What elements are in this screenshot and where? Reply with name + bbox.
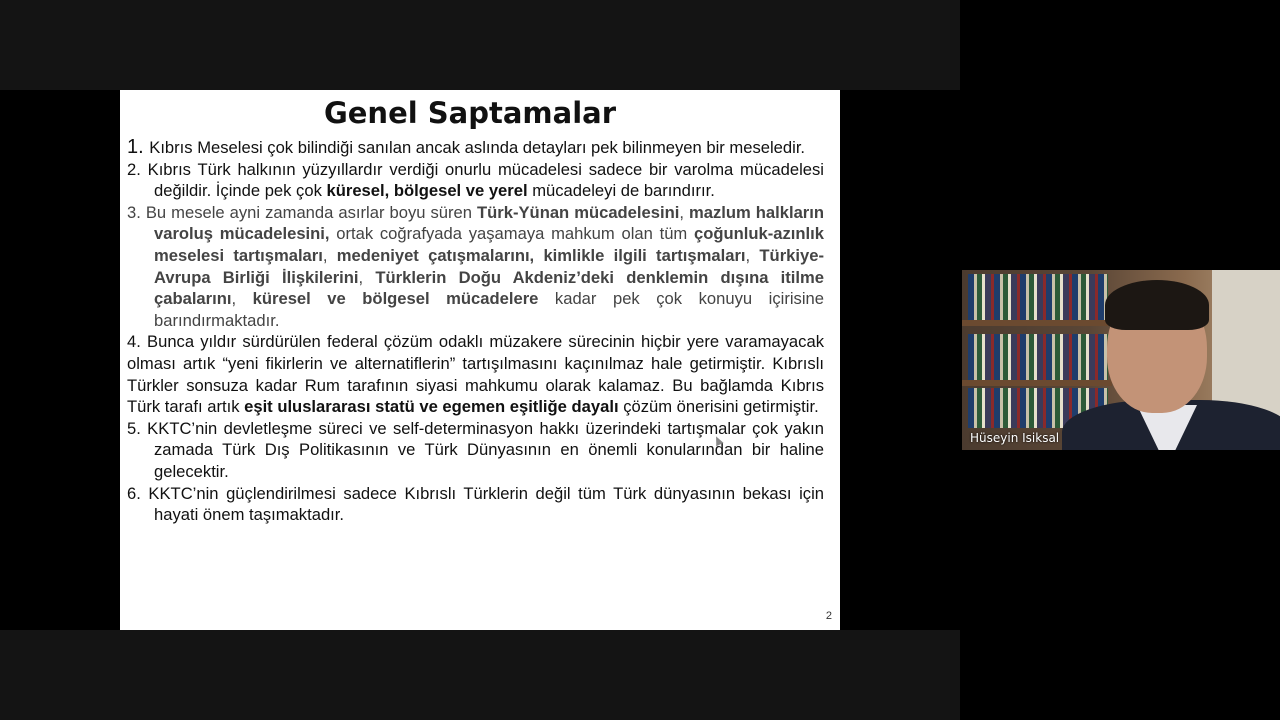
bullet-bold-text: küresel, bölgesel ve yerel [326, 181, 528, 201]
participant-video-tile[interactable] [962, 270, 1280, 450]
presentation-slide [120, 90, 840, 630]
slide-bullet-item [127, 483, 824, 526]
bullet-text: mücadeleyi de barındırır. [527, 181, 715, 201]
bullet-text: 6. KKTC’nin güçlendirilmesi sadece Kıbrıslı Türklerin değil tüm Türk dünyasının bekası için hayati önem taşımaktadır. [127, 483, 824, 525]
bullet-bold-text: Türklerin Doğu Akdeniz’deki denklemin dışına itilme çabalarını [154, 267, 824, 309]
bullet-text: çözüm önerisini getirmiştir. [618, 397, 819, 417]
bookshelf-books [968, 334, 1108, 380]
letterbox-bottom [0, 630, 960, 720]
bullet-bold-text: Türk-Yünan mücadelesini [477, 202, 680, 222]
bullet-text: 5. KKTC’nin devletleşme süreci ve self-determinasyon hakkı üzerindeki tartışmalar çok yakın zamada Türk Dış Politikasının ve Türk Dünyasının en önemli konularından bir haline gelecektir. [127, 418, 824, 481]
bullet-text: , [358, 267, 376, 287]
bullet-text: , [322, 245, 337, 265]
slide-bullet-item [127, 137, 824, 159]
bullet-bold-text: mazlum halkların varoluş mücadelesini, [154, 202, 825, 244]
bullet-bold-text: eşit uluslararası statü ve egemen eşitliğe dayalı [244, 397, 619, 417]
slide-bullet-item [127, 418, 824, 483]
slide-title: Genel Saptamalar [323, 96, 617, 130]
bullet-text: , [745, 245, 760, 265]
bullet-text: 4. Bunca yıldır sürdürülen federal çözüm odaklı müzakere sürecinin hiçbir yere varamayacak olması artık “yeni fikirlerin ve alternatiflerin” tartışılmasını kaçınılmaz hale getirmiştir. Kıbrıslı Türkler sonsuza kadar Rum tarafının siyasi mahkumu olarak kalamaz. Bu bağlamda Kıbrıs Türk tarafı artık [127, 332, 824, 417]
slide-bullet-item [127, 202, 824, 332]
bullet-text: 2. Kıbrıs Türk halkının yüzyıllardır verdiği onurlu mücadelesi sadece bir varolma mücadelesi değildir. İçinde pek çok [127, 159, 824, 201]
bullet-text: kadar pek çok konuyu içirisine barındırmaktadır. [154, 289, 824, 330]
slide-page-number: 2 [825, 610, 832, 622]
pillarbox-right [840, 90, 960, 630]
letterbox-top [0, 0, 960, 90]
bullet-bold-text: çoğunluk-azınlık meselesi tartışmaları [154, 224, 824, 265]
bullet-text: 3. Bu mesele ayni zamanda asırlar boyu süren [127, 202, 477, 222]
slide-bullet-list [127, 137, 824, 526]
participant-hair [1105, 280, 1209, 330]
bullet-bold-text: Türkiye-Avrupa Birliği İlişkilerini [154, 245, 824, 287]
bullet-text: , [679, 202, 689, 222]
slide-bullet-item [127, 331, 824, 417]
bullet-bold-text: küresel ve bölgesel mücadelere [252, 289, 539, 309]
bookshelf-shelf [962, 380, 1112, 386]
pillarbox-left [0, 90, 120, 630]
bullet-text: ortak coğrafyada yaşamaya mahkum olan tüm [329, 224, 694, 244]
slide-bullet-item [127, 159, 824, 202]
bullet-text: Kıbrıs Meselesi çok bilindiği sanılan ancak aslında detayları pek bilinmeyen bir meseledir. [149, 138, 806, 157]
bookshelf-books [968, 274, 1108, 320]
bookshelf-shelf [962, 320, 1112, 326]
bullet-text: 1. [127, 136, 150, 158]
participant-name-label: Hüseyin Isiksal [970, 431, 1060, 445]
bullet-bold-text: medeniyet çatışmalarını, kimlikle ilgili tartışmaları [336, 245, 746, 265]
bullet-text: , [231, 289, 253, 309]
